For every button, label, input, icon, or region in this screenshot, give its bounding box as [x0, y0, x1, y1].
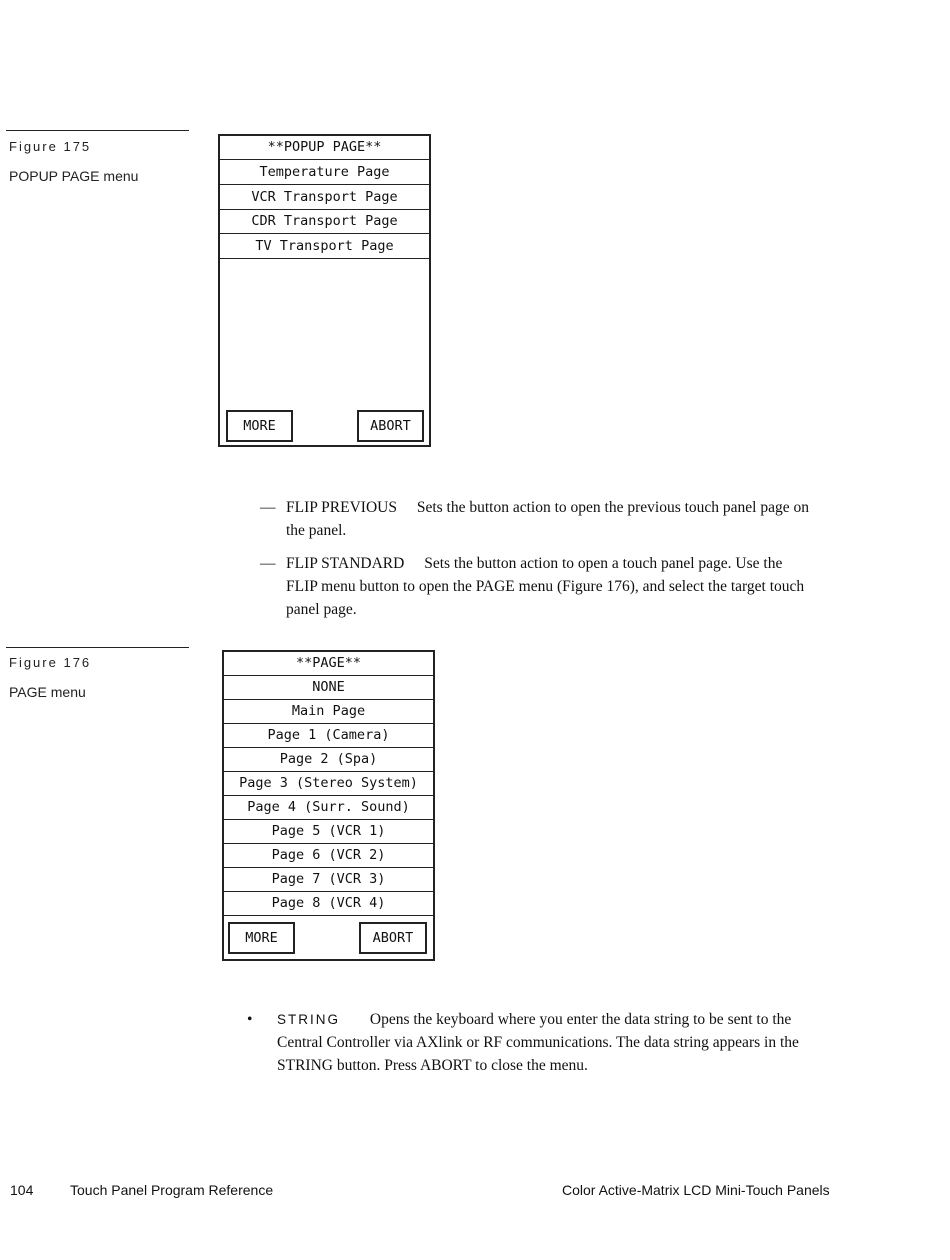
figure-175-rule [6, 130, 189, 131]
page-menu-item-page-4[interactable]: Page 4 (Surr. Sound) [224, 796, 433, 820]
page-number: 104 [10, 1182, 34, 1198]
page-menu-item-none[interactable]: NONE [224, 676, 433, 700]
abort-button[interactable]: ABORT [357, 410, 424, 442]
popup-menu-item-cdr-transport[interactable]: CDR Transport Page [220, 210, 429, 234]
popup-page-title: **POPUP PAGE** [220, 136, 429, 160]
page-menu-item-page-5[interactable]: Page 5 (VCR 1) [224, 820, 433, 844]
dash-marker: — [260, 555, 276, 572]
footer-right-title: Color Active-Matrix LCD Mini-Touch Panels [562, 1182, 830, 1198]
flip-previous-description: Sets the button action to open the previous touch panel page on the panel. [286, 499, 809, 539]
string-term: STRING [277, 1012, 341, 1027]
string-bullet-item [247, 1008, 807, 1077]
flip-standard-item [260, 552, 816, 621]
figure-175-number: Figure 175 [9, 139, 92, 154]
string-description: Opens the keyboard where you enter the data string to be sent to the Central Controller via AXlink or RF communications. The data string appears in the STRING button. Press ABORT to close the menu. [277, 1011, 799, 1074]
page-menu-item-page-6[interactable]: Page 6 (VCR 2) [224, 844, 433, 868]
figure-176-caption: PAGE menu [9, 684, 86, 700]
more-button[interactable]: MORE [228, 922, 295, 954]
page-menu-item-main[interactable]: Main Page [224, 700, 433, 724]
figure-176-number: Figure 176 [9, 655, 92, 670]
more-button[interactable]: MORE [226, 410, 293, 442]
footer-left-title: Touch Panel Program Reference [70, 1182, 274, 1198]
abort-button[interactable]: ABORT [359, 922, 427, 954]
flip-previous-item [260, 496, 816, 542]
popup-page-menu-panel [218, 134, 431, 447]
page-menu-item-page-3[interactable]: Page 3 (Stereo System) [224, 772, 433, 796]
popup-menu-item-temperature[interactable]: Temperature Page [220, 160, 429, 185]
flip-previous-term: FLIP PREVIOUS [286, 499, 397, 516]
page-menu-item-page-8[interactable]: Page 8 (VCR 4) [224, 892, 433, 916]
flip-standard-description: Sets the button action to open a touch panel page. Use the FLIP menu button to open the PAGE menu (Figure 176), and select the target touch panel page. [286, 555, 805, 618]
bullet-marker: • [247, 1011, 253, 1028]
flip-standard-term: FLIP STANDARD [286, 555, 405, 572]
page-menu-item-page-1[interactable]: Page 1 (Camera) [224, 724, 433, 748]
page-menu-item-page-2[interactable]: Page 2 (Spa) [224, 748, 433, 772]
page-menu-item-page-7[interactable]: Page 7 (VCR 3) [224, 868, 433, 892]
dash-marker: — [260, 499, 276, 516]
popup-menu-item-vcr-transport[interactable]: VCR Transport Page [220, 185, 429, 210]
page-menu-panel [222, 650, 435, 961]
popup-menu-item-tv-transport[interactable]: TV Transport Page [220, 234, 429, 259]
figure-175-caption: POPUP PAGE menu [9, 168, 139, 184]
figure-176-rule [6, 647, 189, 648]
page-menu-title: **PAGE** [224, 652, 433, 676]
